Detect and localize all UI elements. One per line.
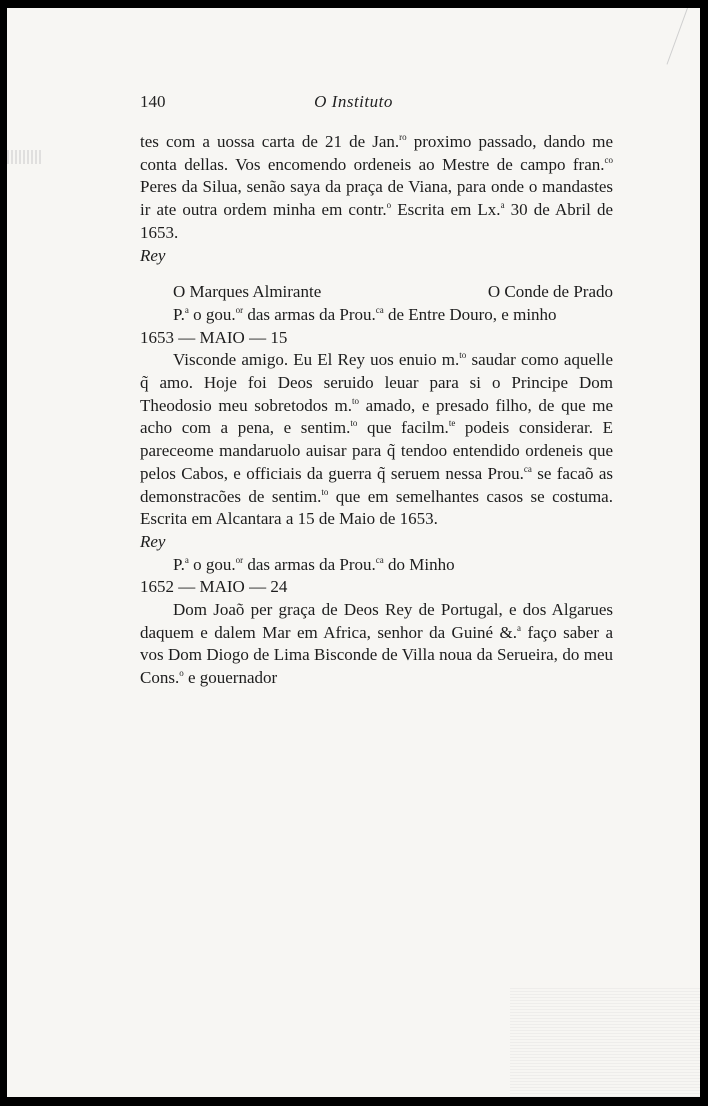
letter2-date: 1653 — MAIO — 15: [140, 327, 288, 347]
scan-noise: [510, 987, 700, 1097]
letter2-address: P.$^a$ o gou.$^{or}$ das armas da Prou.$^{ca}$ do Minho: [173, 554, 455, 574]
signer-left: O Marques Almirante: [173, 282, 322, 302]
letter1-body: tes com a uossa carta de 21 de Jan.$^{ro}$ proximo passado, dando me conta dellas. Vos encomendo ordeneis ao Mestre de campo fran.$^{co}$ Peres da Silua, senão saya da praça de Viana, para onde o mandastes ir ate outra ordem minha em contr.$^o$ Escrita em Lx.$^a$ 30 de Abril de 1653.: [140, 132, 613, 242]
signer-right: O Conde de Prado: [487, 282, 613, 302]
letter3-body: Dom Joaõ per graça de Deos Rey de Portugal, e dos Algarues daquem e dalem Mar em Africa, senhor da Guiné &.$^a$ faço saber a vos Dom Diogo de Lima Bisconde de Villa noua da Serueira, do meu Cons.$^o$ e gouernador: [140, 600, 613, 688]
page-number: 140: [140, 92, 166, 111]
document-page: [7, 8, 700, 1097]
letter1-address: P.$^a$ o gou.$^{or}$ das armas da Prou.$^{ca}$ de Entre Douro, e minho: [173, 304, 557, 324]
scan-artifact: [667, 8, 688, 65]
letter1-signature: Rey: [140, 245, 166, 265]
page-header: [7, 92, 700, 114]
letter3-date: 1652 — MAIO — 24: [140, 577, 288, 597]
scan-speck: [7, 150, 41, 164]
letter2-signature: Rey: [140, 531, 166, 551]
running-title: O Instituto: [314, 92, 393, 111]
letter2-body: Visconde amigo. Eu El Rey uos enuio m.$^{to}$ saudar como aquelle q̃ amo. Hoje foi Deos seruido leuar para si o Principe Dom Theodosio meu sobretodos m.$^{to}$ amado, e presado filho, de que me acho com a pena, e sentim.$^{to}$ que facilm.$^{te}$ podeis considerar. E pareceome mandaruolo auisar para q̃ tendoo entendido ordeneis que pelos Cabos, e officiais da guerra q̃ seruem nessa Prou.$^{ca}$ se facaõ as demonstracões de sentim.$^{to}$ que em semelhantes casos se costuma. Escrita em Alcantara a 15 de Maio de 1653.: [140, 350, 614, 529]
letter1-signers: [140, 281, 613, 304]
page-content: [140, 131, 613, 690]
